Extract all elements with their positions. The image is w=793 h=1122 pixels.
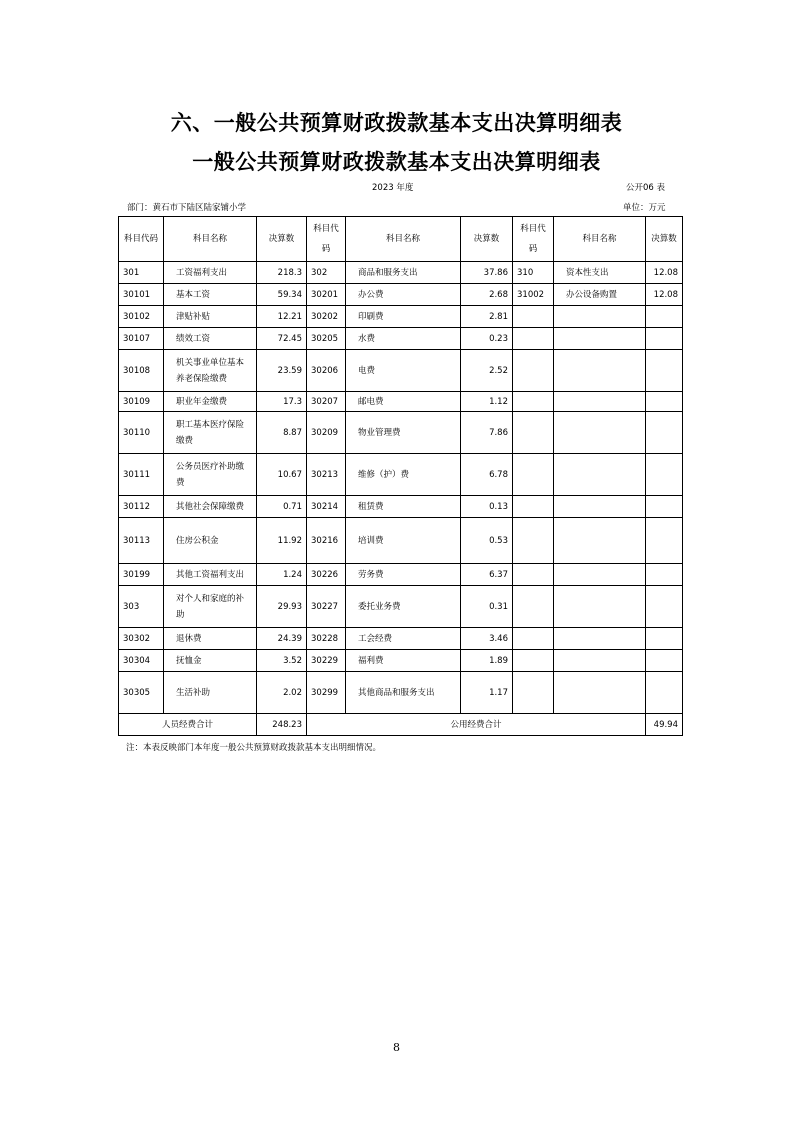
cell-amount-1: 29.93 — [257, 586, 307, 628]
cell-amount-2: 0.53 — [461, 518, 513, 564]
cell-code-2: 30216 — [307, 518, 346, 564]
cell-amount-1: 11.92 — [257, 518, 307, 564]
cell-name-1: 抚恤金 — [164, 650, 257, 672]
personnel-total-label: 人员经费合计 — [119, 714, 257, 736]
cell-code-3: 310 — [513, 262, 554, 284]
cell-code-2: 30206 — [307, 350, 346, 392]
section-heading: 六、一般公共预算财政拨款基本支出决算明细表 — [170, 110, 623, 135]
cell-name-2: 租赁费 — [346, 496, 461, 518]
cell-amount-3 — [646, 672, 683, 714]
cell-amount-2: 37.86 — [461, 262, 513, 284]
cell-name-3 — [554, 306, 646, 328]
cell-amount-1: 12.21 — [257, 306, 307, 328]
cell-code-1: 30109 — [119, 392, 164, 412]
cell-code-1: 303 — [119, 586, 164, 628]
cell-name-1: 工资福利支出 — [164, 262, 257, 284]
cell-amount-1: 59.34 — [257, 284, 307, 306]
cell-amount-2: 1.12 — [461, 392, 513, 412]
table-row — [119, 412, 683, 454]
cell-name-2: 邮电费 — [346, 392, 461, 412]
table-row — [119, 392, 683, 412]
cell-name-1: 退休费 — [164, 628, 257, 650]
header-amount-2: 决算数 — [461, 217, 513, 262]
cell-code-3: 31002 — [513, 284, 554, 306]
cell-name-3 — [554, 496, 646, 518]
cell-name-3: 办公设备购置 — [554, 284, 646, 306]
header-code-2: 科目代码 — [307, 217, 346, 262]
cell-code-1: 30102 — [119, 306, 164, 328]
cell-name-2: 电费 — [346, 350, 461, 392]
cell-name-1: 其他工资福利支出 — [164, 564, 257, 586]
table-row — [119, 628, 683, 650]
cell-code-3 — [513, 564, 554, 586]
cell-amount-3: 12.08 — [646, 284, 683, 306]
header-amount-3: 决算数 — [646, 217, 683, 262]
cell-amount-1: 10.67 — [257, 454, 307, 496]
cell-code-3 — [513, 628, 554, 650]
year-label: 2023 年度 — [372, 183, 414, 193]
cell-name-3 — [554, 454, 646, 496]
cell-amount-2: 0.13 — [461, 496, 513, 518]
cell-code-2: 30213 — [307, 454, 346, 496]
cell-name-3 — [554, 328, 646, 350]
cell-code-3 — [513, 586, 554, 628]
table-row — [119, 496, 683, 518]
table-row — [119, 518, 683, 564]
cell-code-3 — [513, 496, 554, 518]
cell-amount-2: 1.89 — [461, 650, 513, 672]
cell-amount-1: 0.71 — [257, 496, 307, 518]
cell-name-2: 商品和服务支出 — [346, 262, 461, 284]
cell-amount-2: 1.17 — [461, 672, 513, 714]
cell-code-1: 30113 — [119, 518, 164, 564]
cell-amount-1: 8.87 — [257, 412, 307, 454]
cell-code-1: 30108 — [119, 350, 164, 392]
cell-amount-1: 23.59 — [257, 350, 307, 392]
cell-code-2: 30209 — [307, 412, 346, 454]
table-note: 注：本表反映部门本年度一般公共预算财政拨款基本支出明细情况。 — [126, 743, 382, 753]
cell-name-1: 对个人和家庭的补助 — [164, 586, 257, 628]
cell-amount-2: 0.23 — [461, 328, 513, 350]
cell-name-1: 机关事业单位基本养老保险缴费 — [164, 350, 257, 392]
cell-code-2: 30205 — [307, 328, 346, 350]
table-row — [119, 306, 683, 328]
cell-code-1: 30302 — [119, 628, 164, 650]
cell-amount-3 — [646, 350, 683, 392]
cell-name-3 — [554, 392, 646, 412]
cell-amount-3 — [646, 328, 683, 350]
cell-code-1: 30304 — [119, 650, 164, 672]
cell-code-1: 30112 — [119, 496, 164, 518]
cell-code-3 — [513, 454, 554, 496]
cell-amount-1: 72.45 — [257, 328, 307, 350]
cell-amount-2: 2.52 — [461, 350, 513, 392]
cell-amount-3: 12.08 — [646, 262, 683, 284]
cell-name-3 — [554, 564, 646, 586]
cell-amount-1: 3.52 — [257, 650, 307, 672]
cell-code-2: 30226 — [307, 564, 346, 586]
header-name-1: 科目名称 — [164, 217, 257, 262]
cell-amount-2: 7.86 — [461, 412, 513, 454]
cell-amount-3 — [646, 392, 683, 412]
cell-name-3 — [554, 672, 646, 714]
cell-name-3 — [554, 586, 646, 628]
table-row — [119, 672, 683, 714]
header-amount-1: 决算数 — [257, 217, 307, 262]
cell-code-2: 30202 — [307, 306, 346, 328]
cell-code-1: 30199 — [119, 564, 164, 586]
table-row — [119, 350, 683, 392]
unit-label: 单位：万元 — [623, 203, 666, 213]
cell-amount-2: 3.46 — [461, 628, 513, 650]
cell-code-3 — [513, 350, 554, 392]
cell-code-1: 30107 — [119, 328, 164, 350]
cell-amount-3 — [646, 586, 683, 628]
table-title: 一般公共预算财政拨款基本支出决算明细表 — [192, 149, 601, 174]
table-row — [119, 284, 683, 306]
cell-code-1: 30101 — [119, 284, 164, 306]
page-number: 8 — [393, 1041, 400, 1054]
public-total-value: 49.94 — [646, 714, 683, 736]
cell-amount-3 — [646, 518, 683, 564]
table-row — [119, 328, 683, 350]
cell-amount-3 — [646, 412, 683, 454]
cell-name-3 — [554, 628, 646, 650]
table-row — [119, 262, 683, 284]
cell-amount-2: 2.68 — [461, 284, 513, 306]
cell-name-3: 资本性支出 — [554, 262, 646, 284]
cell-amount-1: 218.3 — [257, 262, 307, 284]
cell-code-2: 30227 — [307, 586, 346, 628]
cell-name-2: 委托业务费 — [346, 586, 461, 628]
cell-name-1: 生活补助 — [164, 672, 257, 714]
cell-code-1: 30305 — [119, 672, 164, 714]
cell-amount-3 — [646, 454, 683, 496]
cell-name-2: 培训费 — [346, 518, 461, 564]
header-code-1: 科目代码 — [119, 217, 164, 262]
cell-amount-2: 6.37 — [461, 564, 513, 586]
table-row — [119, 454, 683, 496]
header-code-3: 科目代码 — [513, 217, 554, 262]
cell-name-2: 水费 — [346, 328, 461, 350]
cell-amount-1: 17.3 — [257, 392, 307, 412]
cell-code-3 — [513, 328, 554, 350]
cell-code-2: 30214 — [307, 496, 346, 518]
cell-name-3 — [554, 350, 646, 392]
table-row — [119, 564, 683, 586]
cell-name-1: 住房公积金 — [164, 518, 257, 564]
cell-amount-1: 2.02 — [257, 672, 307, 714]
cell-code-1: 301 — [119, 262, 164, 284]
cell-code-2: 30299 — [307, 672, 346, 714]
cell-name-1: 职工基本医疗保险缴费 — [164, 412, 257, 454]
cell-amount-1: 24.39 — [257, 628, 307, 650]
cell-amount-2: 0.31 — [461, 586, 513, 628]
cell-amount-3 — [646, 306, 683, 328]
table-number: 公开06 表 — [626, 183, 666, 193]
cell-code-3 — [513, 306, 554, 328]
cell-name-2: 办公费 — [346, 284, 461, 306]
expenditure-table — [118, 216, 683, 736]
table-body — [119, 262, 683, 714]
cell-code-2: 30229 — [307, 650, 346, 672]
header-name-2: 科目名称 — [346, 217, 461, 262]
cell-code-3 — [513, 412, 554, 454]
table-header-row — [119, 217, 683, 262]
cell-name-2: 其他商品和服务支出 — [346, 672, 461, 714]
cell-name-1: 其他社会保障缴费 — [164, 496, 257, 518]
cell-name-2: 印刷费 — [346, 306, 461, 328]
table-row — [119, 650, 683, 672]
cell-name-2: 劳务费 — [346, 564, 461, 586]
cell-code-3 — [513, 392, 554, 412]
cell-name-1: 基本工资 — [164, 284, 257, 306]
cell-name-2: 维修（护）费 — [346, 454, 461, 496]
header-name-3: 科目名称 — [554, 217, 646, 262]
cell-amount-1: 1.24 — [257, 564, 307, 586]
cell-code-1: 30111 — [119, 454, 164, 496]
cell-code-3 — [513, 672, 554, 714]
personnel-total-value: 248.23 — [257, 714, 307, 736]
cell-amount-2: 2.81 — [461, 306, 513, 328]
cell-name-1: 公务员医疗补助缴费 — [164, 454, 257, 496]
cell-name-3 — [554, 650, 646, 672]
cell-name-1: 职业年金缴费 — [164, 392, 257, 412]
cell-amount-3 — [646, 628, 683, 650]
cell-amount-3 — [646, 564, 683, 586]
table-row — [119, 586, 683, 628]
public-total-label: 公用经费合计 — [307, 714, 646, 736]
cell-code-3 — [513, 650, 554, 672]
cell-name-1: 津贴补贴 — [164, 306, 257, 328]
cell-amount-3 — [646, 650, 683, 672]
cell-code-3 — [513, 518, 554, 564]
cell-name-1: 绩效工资 — [164, 328, 257, 350]
cell-code-1: 30110 — [119, 412, 164, 454]
cell-name-2: 福利费 — [346, 650, 461, 672]
cell-name-2: 工会经费 — [346, 628, 461, 650]
department-label: 部门：黄石市下陆区陆家铺小学 — [127, 203, 247, 213]
cell-name-3 — [554, 518, 646, 564]
cell-amount-3 — [646, 496, 683, 518]
cell-name-2: 物业管理费 — [346, 412, 461, 454]
cell-code-2: 30207 — [307, 392, 346, 412]
cell-amount-2: 6.78 — [461, 454, 513, 496]
cell-code-2: 302 — [307, 262, 346, 284]
totals-row — [119, 714, 683, 736]
cell-code-2: 30201 — [307, 284, 346, 306]
cell-code-2: 30228 — [307, 628, 346, 650]
cell-name-3 — [554, 412, 646, 454]
